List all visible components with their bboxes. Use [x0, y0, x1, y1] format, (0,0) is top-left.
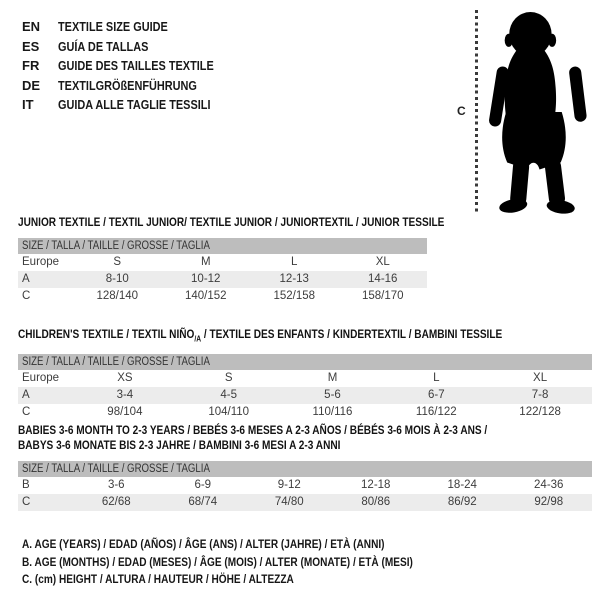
- language-code: FR: [22, 58, 40, 73]
- row-label: B: [22, 479, 30, 491]
- cell: 158/170: [361, 290, 404, 302]
- table-row: [18, 404, 592, 421]
- list-item: [22, 56, 243, 76]
- footnote-b: B. AGE (MONTHS) / EDAD (MESES) / ÂGE (MOIS) / ALTER (MONATE) / ETÀ (MESI): [22, 554, 413, 569]
- section-title: [18, 327, 592, 346]
- size-header-row: [18, 238, 427, 254]
- cell: XL: [375, 256, 390, 268]
- guide-title: GUÍA DE TALLAS: [58, 38, 149, 54]
- cell: L: [291, 256, 298, 268]
- cell: 140/152: [184, 290, 227, 302]
- cell: 110/116: [312, 406, 353, 419]
- cell: 12-18: [361, 479, 391, 491]
- guide-title: GUIDE DES TAILLES TEXTILE: [58, 58, 214, 73]
- list-item: [22, 95, 243, 115]
- cell: M: [200, 256, 211, 268]
- junior-size-table: [18, 238, 427, 305]
- cell: 74/80: [246, 494, 333, 511]
- language-code: EN: [22, 19, 41, 34]
- cell: 4-5: [177, 387, 281, 404]
- toddler-silhouette-icon: [486, 11, 592, 214]
- table-row: [18, 387, 592, 404]
- cell: 24-36: [534, 479, 564, 491]
- language-code: IT: [22, 97, 34, 112]
- row-label: Europe: [22, 256, 60, 268]
- size-header-row: [18, 461, 592, 477]
- babies-size-table: [18, 461, 592, 511]
- size-header-row: [18, 354, 592, 370]
- cell: 128/140: [96, 290, 139, 302]
- row-label: C: [22, 290, 31, 302]
- cell: 6-9: [194, 479, 212, 491]
- list-item: [22, 37, 243, 57]
- cell: 12-13: [250, 271, 339, 288]
- list-item: [22, 76, 243, 96]
- row-label: C: [22, 406, 31, 419]
- table-row: [18, 494, 592, 511]
- language-code: ES: [22, 38, 40, 54]
- height-measure-label: C: [457, 104, 466, 118]
- cell: 10-12: [162, 271, 251, 288]
- height-measure-dotted-line: [475, 10, 478, 213]
- cell: 152/158: [273, 290, 316, 302]
- size-header-label: SIZE / TALLA / TAILLE / GRÖSSE / TAGLIA: [22, 356, 210, 369]
- junior-section: [18, 215, 445, 305]
- table-row: [18, 370, 592, 387]
- cell: 18-24: [447, 479, 477, 491]
- children-title-text: CHILDREN'S TEXTILE / TEXTIL $NIÑO_{/A}$ / TEXTILE DES ENFANTS / KINDERTEXTIL / BAMBINI TESSILE: [18, 327, 503, 344]
- size-header-label: SIZE / TALLA / TAILLE / GRÖSSE / TAGLIA: [22, 240, 210, 252]
- cell: S: [113, 256, 122, 268]
- row-label: Europe: [22, 372, 60, 385]
- cell: XL: [533, 372, 548, 385]
- cell: L: [433, 372, 440, 385]
- babies-title-line1: BABIES 3-6 MONTH TO 2-3 YEARS / BEBÉS 3-6 MESES A 2-3 AÑOS / BÉBÉS 3-6 MOIS À 2-3 ANS /: [18, 423, 488, 437]
- language-title-list: [22, 17, 243, 115]
- cell: 80/86: [333, 494, 420, 511]
- row-label: A: [18, 387, 73, 404]
- row-label: A: [18, 271, 73, 288]
- cell: 92/98: [506, 494, 593, 511]
- footnote-legend: [22, 536, 487, 589]
- cell: 98/104: [107, 406, 143, 419]
- babies-title-line2: BABYS 3-6 MONATE BIS 2-3 JAHRE / BAMBINI 3-6 MESI A 2-3 ANNI: [18, 438, 341, 452]
- cell: 104/110: [208, 406, 250, 419]
- cell: M: [327, 372, 338, 385]
- children-size-table: [18, 354, 592, 421]
- section-title: [18, 423, 592, 453]
- section-title: [18, 215, 445, 230]
- cell: 5-6: [281, 387, 385, 404]
- table-row: [18, 477, 592, 494]
- cell: XS: [117, 372, 133, 385]
- language-code: DE: [22, 77, 41, 93]
- cell: 62/68: [73, 494, 160, 511]
- table-row: [18, 254, 427, 271]
- guide-title: GUIDA ALLE TAGLIE TESSILI: [58, 97, 211, 112]
- cell: S: [224, 372, 233, 385]
- guide-title: TEXTILGRÖßENFÜHRUNG: [58, 77, 197, 93]
- cell: 9-12: [277, 479, 301, 491]
- footnote-c: C. (cm) HEIGHT / ALTURA / HAUTEUR / HÖHE / ALTEZZA: [22, 572, 294, 586]
- cell: 116/122: [415, 406, 457, 419]
- cell: 122/128: [519, 406, 561, 419]
- cell: 68/74: [160, 494, 247, 511]
- list-item: [22, 17, 243, 37]
- table-row: [18, 288, 427, 305]
- cell: 7-8: [488, 387, 592, 404]
- row-label: C: [18, 494, 73, 511]
- cell: 86/92: [419, 494, 506, 511]
- footnote-a: A. AGE (YEARS) / EDAD (AÑOS) / ÂGE (ANS) / ALTER (JAHRE) / ETÀ (ANNI): [22, 537, 385, 551]
- babies-section: [18, 423, 592, 511]
- cell: 8-10: [73, 271, 162, 288]
- cell: 14-16: [339, 271, 428, 288]
- junior-title-text: JUNIOR TEXTILE / TEXTIL JUNIOR/ TEXTILE JUNIOR / JUNIORTEXTIL / JUNIOR TESSILE: [18, 215, 445, 229]
- size-header-label: SIZE / TALLA / TAILLE / GRÖSSE / TAGLIA: [22, 463, 210, 475]
- children-section: [18, 327, 592, 421]
- cell: 6-7: [384, 387, 488, 404]
- cell: 3-4: [73, 387, 177, 404]
- cell: 3-6: [107, 479, 125, 491]
- table-row: [18, 271, 427, 288]
- guide-title: TEXTILE SIZE GUIDE: [58, 19, 168, 34]
